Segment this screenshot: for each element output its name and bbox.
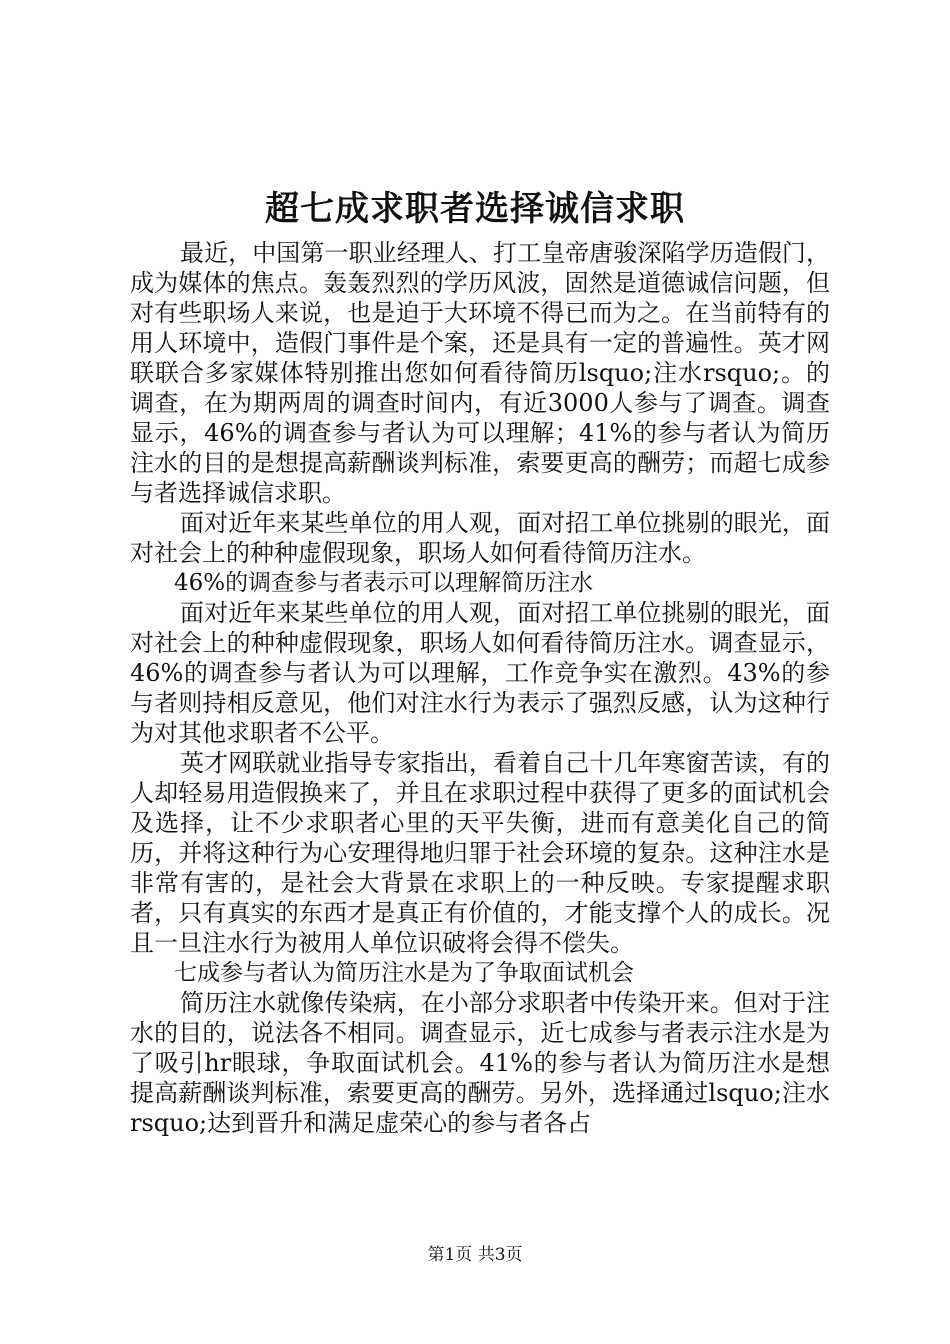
paragraph-1: 最近，中国第一职业经理人、打工皇帝唐骏深陷学历造假门，成为媒体的焦点。轰轰烈烈的学历风波，固然是道德诚信问题，但对有些职场人来说，也是迫于大环境不得已而为之。在当前特有的用人环境中，造假门事件是个案，还是具有一定的普遍性。英才网联联合多家媒体特别推出您如何看待简历lsquo;注水rsquo;。的调查，在为期两周的调查时间内，有近3000人参与了调查。调查显示，46%的调查参与者认为可以理解；41%的参与者认为简历注水的目的是想提高薪酬谈判标准，索要更高的酬劳；而超七成参与者选择诚信求职。 <box>130 239 830 507</box>
section-heading-1: 46%的调查参与者表示可以理解简历注水 <box>174 570 594 596</box>
page-footer: 第1页 共3页 <box>427 1245 523 1265</box>
paragraph-2: 面对近年来某些单位的用人观，面对招工单位挑剔的眼光，面对社会上的种种虚假现象，职场人如何看待简历注水。 <box>130 509 830 567</box>
paragraph-4: 英才网联就业指导专家指出，看着自己十几年寒窗苦读，有的人却轻易用造假换来了，并且在求职过程中获得了更多的面试机会及选择，让不少求职者心里的天平失衡，进而有意美化自己的简历，并将这种行为心安理得地归罪于社会环境的复杂。这种注水是非常有害的，是社会大背景在求职上的一种反映。专家提醒求职者，只有真实的东西才是真正有价值的，才能支撑个人的成长。况且一旦注水行为被用人单位识破将会得不偿失。 <box>130 749 830 957</box>
paragraph-5: 简历注水就像传染病，在小部分求职者中传染开来。但对于注水的目的，说法各不相同。调查显示，近七成参与者表示注水是为了吸引hr眼球，争取面试机会。41%的参与者认为简历注水是想提高薪酬谈判标准，索要更高的酬劳。另外，选择通过lsquo;注水rsquo;达到晋升和满足虚荣心的参与者各占 <box>130 989 830 1137</box>
document-title: 超七成求职者选择诚信求职 <box>265 189 685 229</box>
document-body <box>130 238 830 1138</box>
paragraph-3: 面对近年来某些单位的用人观，面对招工单位挑剔的眼光，面对社会上的种种虚假现象，职场人如何看待简历注水。调查显示，46%的调查参与者认为可以理解，工作竞争实在激烈。43%的参与者则持相反意见，他们对注水行为表示了强烈反感，认为这种行为对其他求职者不公平。 <box>130 599 830 747</box>
section-heading-2: 七成参与者认为简历注水是为了争取面试机会 <box>174 960 634 986</box>
